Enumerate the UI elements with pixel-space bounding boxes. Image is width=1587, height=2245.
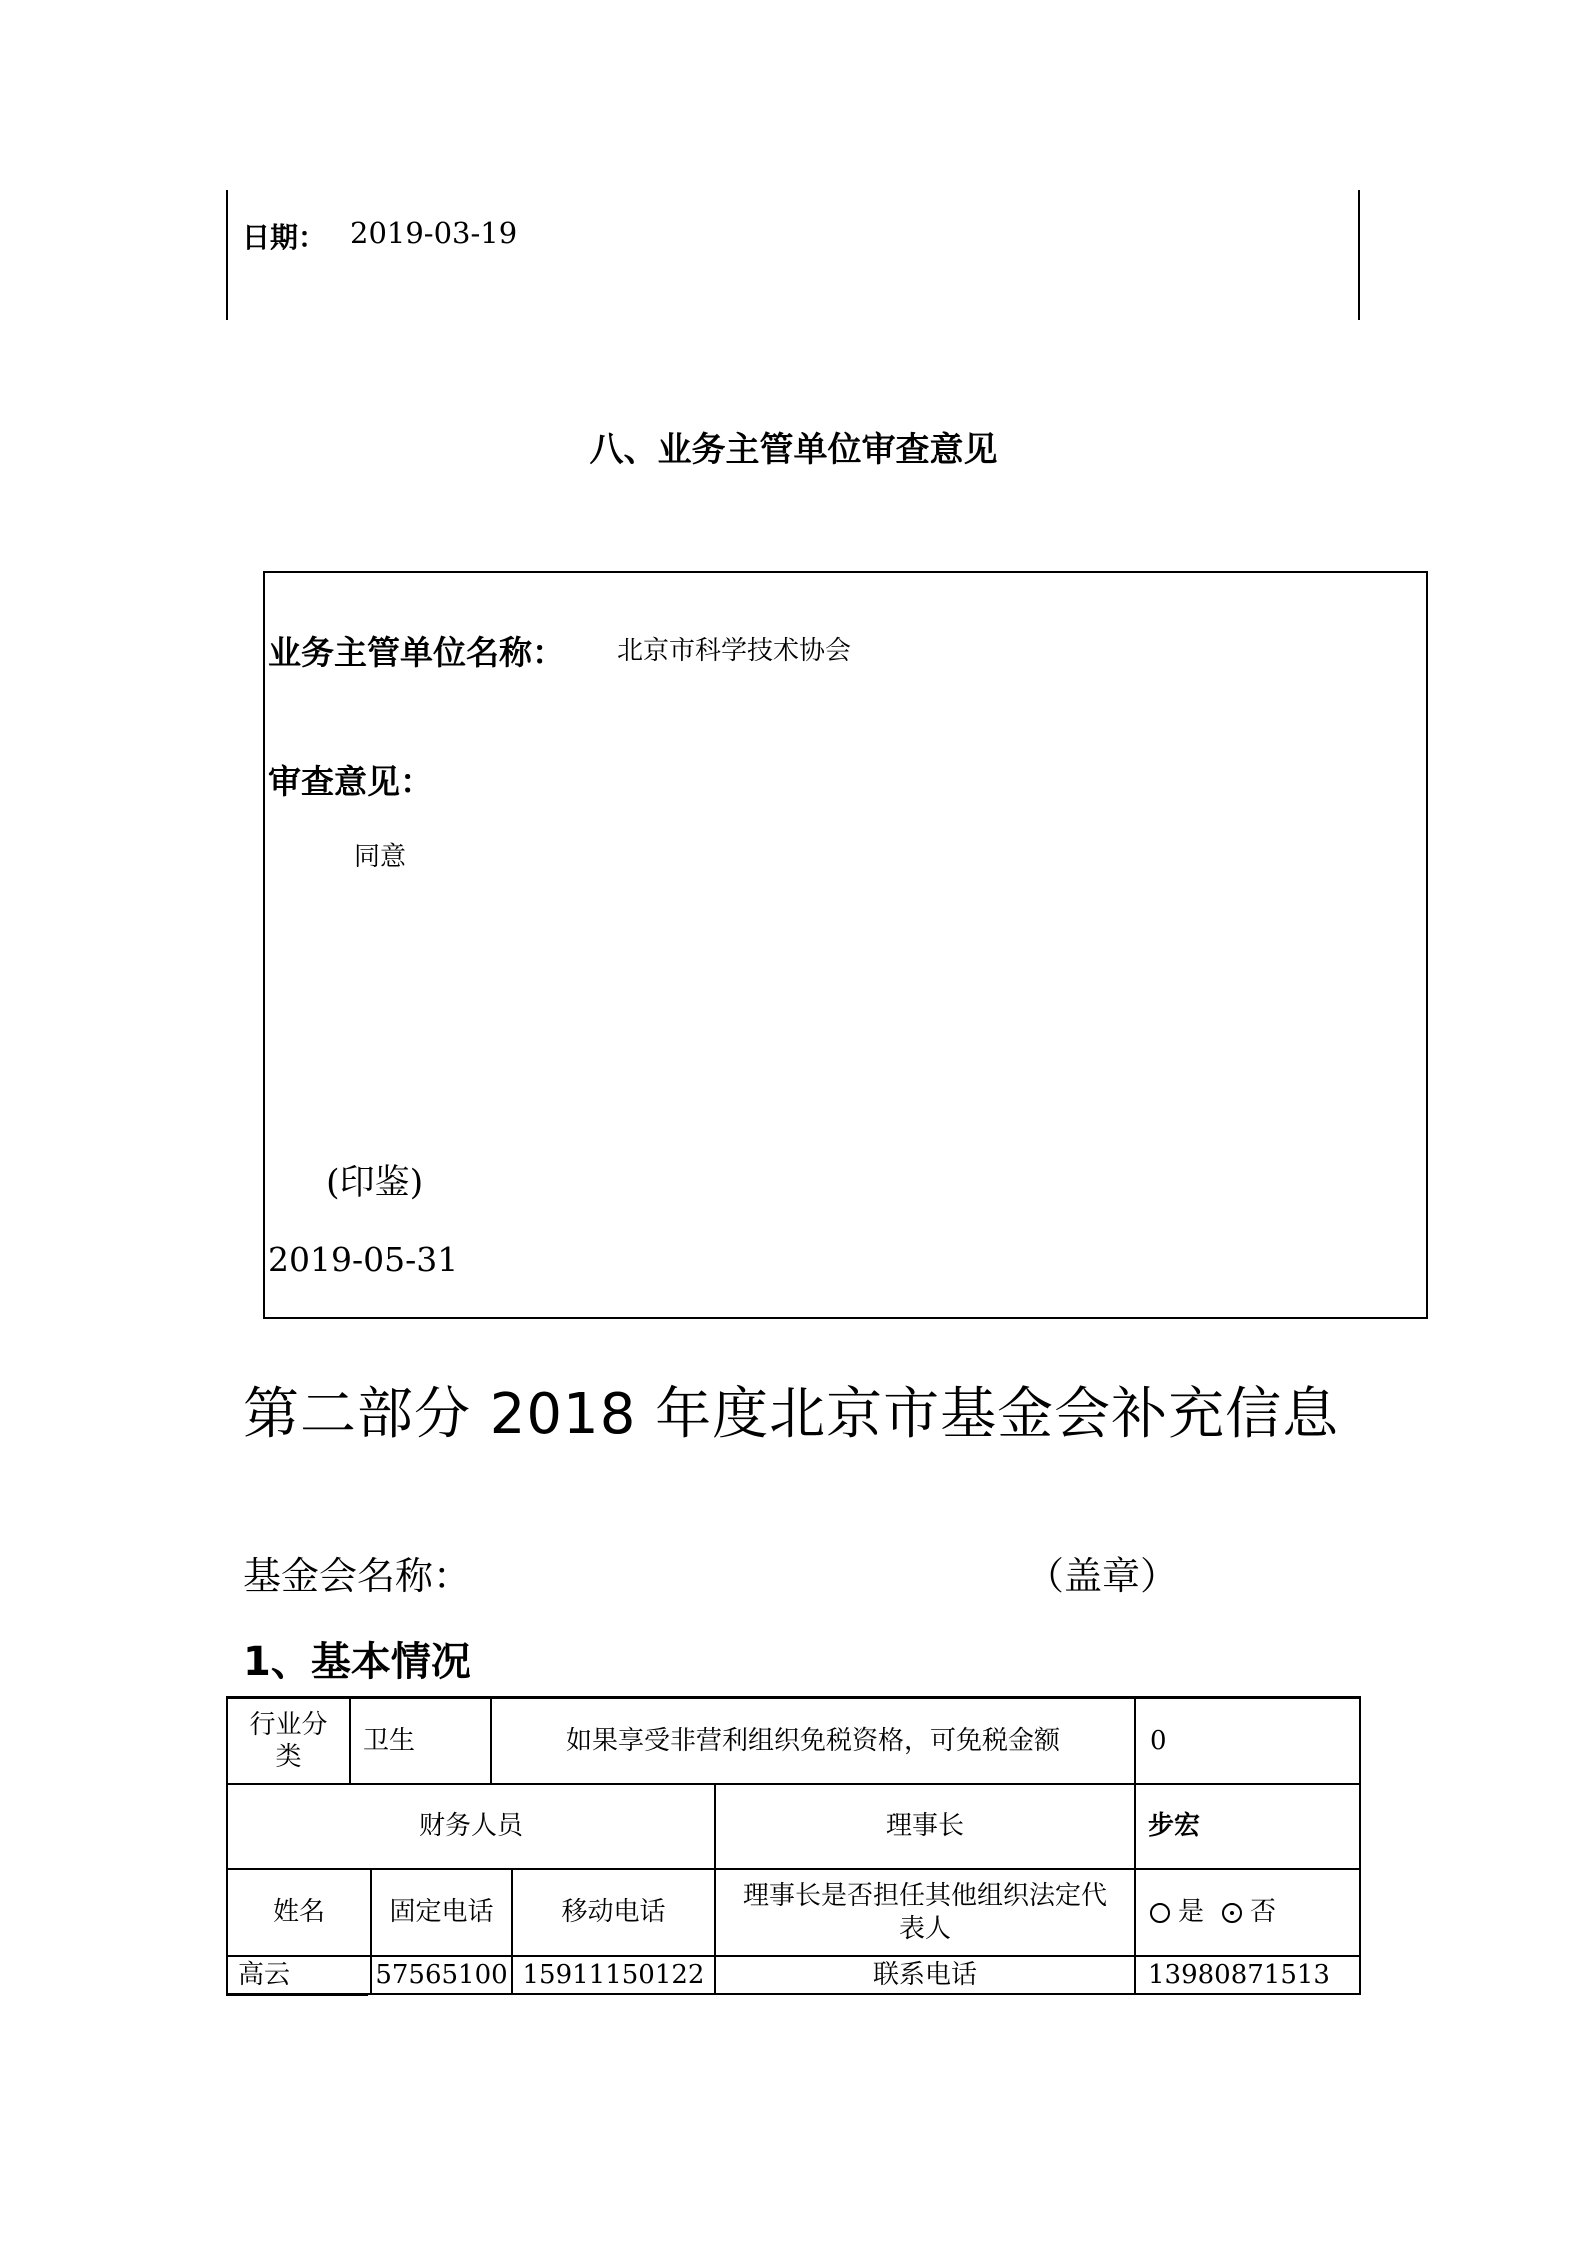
opinion-value: 同意 <box>354 842 407 872</box>
contact-phone-value-cell <box>1136 1957 1359 1993</box>
table-rule <box>226 1993 368 1996</box>
opinion-label: 审查意见： <box>268 762 433 801</box>
radio-yes-icon[interactable] <box>1150 1903 1170 1923</box>
mobile-label-cell <box>513 1870 714 1955</box>
contact-phone-label: 联系电话 <box>872 1959 977 1990</box>
radio-no-icon[interactable] <box>1222 1903 1242 1923</box>
contact-phone-label-cell <box>716 1957 1134 1993</box>
chairman-label: 理事长 <box>885 1811 964 1842</box>
industry-label: 行业分类 <box>249 1709 328 1772</box>
top-right-rule <box>1358 190 1360 320</box>
radio-yes-label: 是 <box>1178 1897 1205 1928</box>
stamp-label: （盖章） <box>1026 1554 1179 1598</box>
staff-landline: 57565100 <box>375 1959 508 1990</box>
industry-value: 卫生 <box>363 1725 416 1756</box>
table-rule <box>1359 1696 1361 1995</box>
unit-name-label: 业务主管单位名称： <box>268 633 565 672</box>
section-title: 八、业务主管单位审查意见 <box>589 430 998 470</box>
unit-name-value: 北京市科学技术协会 <box>617 636 852 666</box>
name-label-cell <box>228 1870 370 1955</box>
table-rule <box>368 1993 1361 1995</box>
basic-info-title: 1、基本情况 <box>243 1639 471 1685</box>
finance-staff-label: 财务人员 <box>418 1811 523 1842</box>
landline-label-cell <box>372 1870 511 1955</box>
legal-rep-label-cell <box>716 1870 1134 1955</box>
name-label: 姓名 <box>272 1897 325 1928</box>
chairman-value-cell <box>1136 1785 1359 1868</box>
seal-label: (印鉴) <box>326 1163 424 1203</box>
review-date: 2019-05-31 <box>268 1240 459 1279</box>
fund-name-label: 基金会名称： <box>243 1554 472 1598</box>
chairman-value: 步宏 <box>1148 1811 1201 1842</box>
staff-mobile: 15911150122 <box>522 1959 705 1990</box>
staff-name: 高云 <box>238 1959 291 1990</box>
contact-phone-value: 13980871513 <box>1148 1959 1330 1990</box>
tax-exempt-value-cell <box>1136 1699 1359 1783</box>
staff-name-cell <box>228 1957 370 1993</box>
tax-exempt-value: 0 <box>1150 1725 1167 1756</box>
staff-mobile-cell <box>513 1957 714 1993</box>
date-label: 日期： <box>242 221 327 254</box>
staff-landline-cell <box>372 1957 511 1993</box>
tax-exempt-label-cell <box>492 1699 1134 1783</box>
landline-label: 固定电话 <box>389 1897 494 1928</box>
finance-staff-label-cell <box>228 1785 714 1868</box>
industry-value-cell <box>351 1699 490 1783</box>
mobile-label: 移动电话 <box>561 1897 666 1928</box>
part2-title: 第二部分 2018 年度北京市基金会补充信息 <box>243 1382 1340 1447</box>
legal-rep-label: 理事长是否担任其他组织法定代表人 <box>742 1881 1107 1944</box>
top-left-rule <box>226 190 228 320</box>
legal-rep-radio-cell <box>1136 1870 1359 1955</box>
radio-no-label: 否 <box>1250 1897 1277 1928</box>
chairman-label-cell <box>716 1785 1134 1868</box>
date-value: 2019-03-19 <box>350 216 518 250</box>
review-box <box>263 571 1428 1319</box>
industry-label-cell <box>228 1699 349 1783</box>
tax-exempt-label: 如果享受非营利组织免税资格，可免税金额 <box>565 1725 1060 1756</box>
